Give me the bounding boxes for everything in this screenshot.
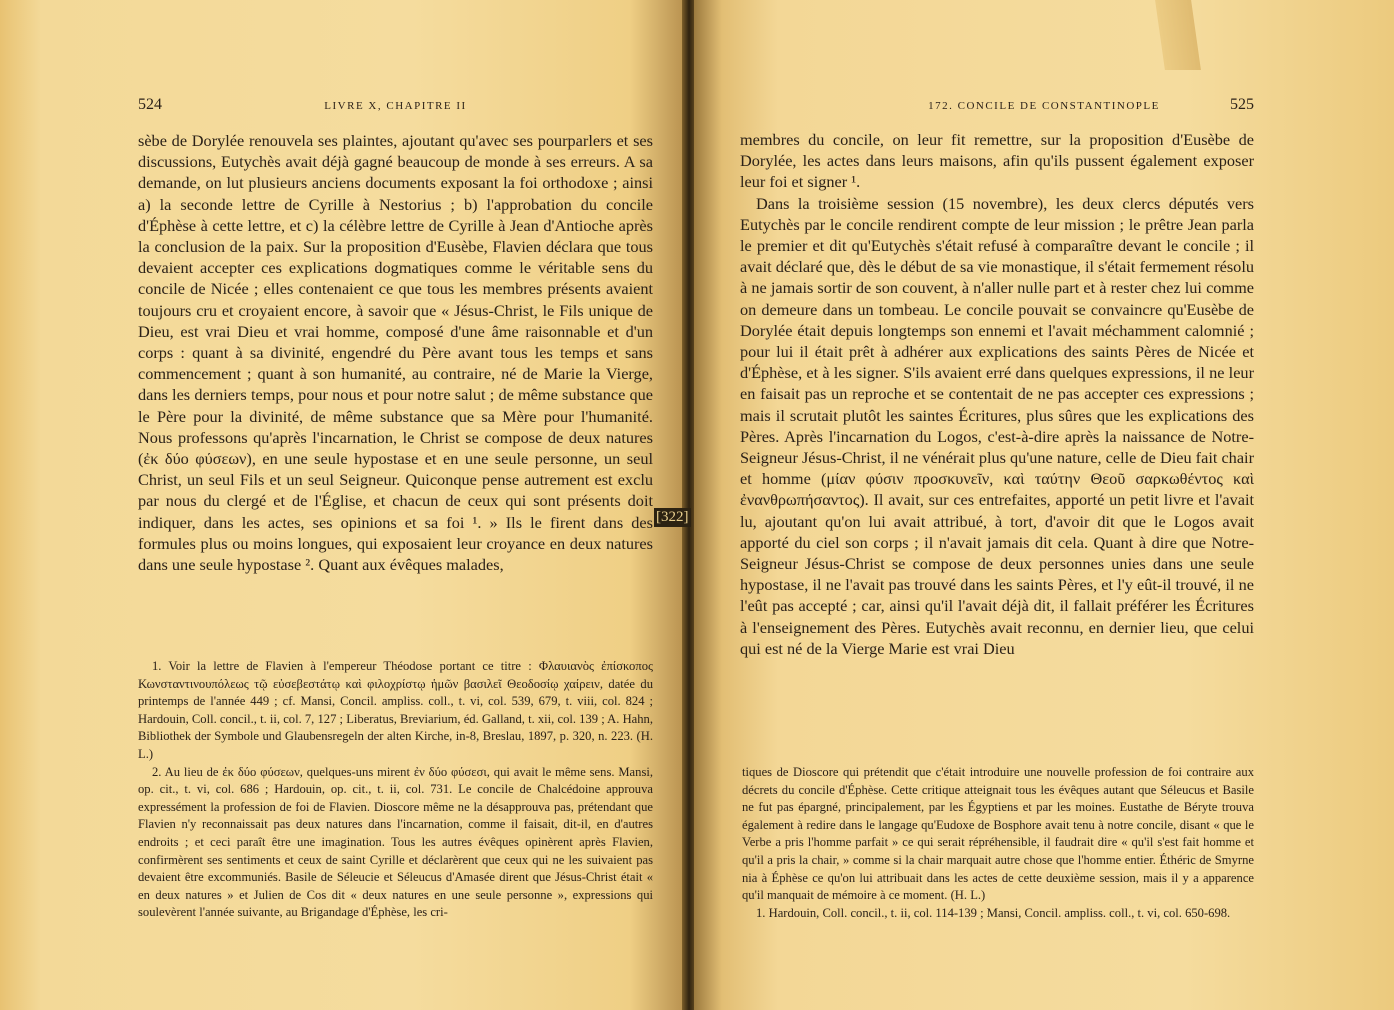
page-number: 525 (1229, 96, 1254, 113)
page-number: 524 (138, 96, 162, 113)
footnote-1: 1. Hardouin, Coll. concil., t. ii, col. 114-139 ; Mansi, Concil. ampliss. coll., t. vi, col. 650-698. (756, 905, 1231, 920)
left-page-header (138, 96, 653, 120)
right-page-header (834, 96, 1254, 120)
footnotes (138, 658, 653, 922)
footnote-1: 1. Voir la lettre de Flavien à l'empereur Théodose portant ce titre : Φλαυιανὸς ἐπίσκοπος Κωνσταντινουπόλεως τῷ εὐσεβεστάτῳ καὶ φιλοχρίστῳ ἡμῶν βασιλεῖ Θεοδοσίῳ χαίρειν, datée du printemps de l'année 449 ; cf. Mansi, Concil. ampliss. coll., t. vi, col. 539, 679, t. viii, col. 824 ; Hardouin, Coll. concil., t. ii, col. 7, 127 ; Liberatus, Breviarium, éd. Galland, t. xii, col. 139 ; A. Hahn, Bibliothek der Symbole und Glaubensregeln der alten Kirche, in-8, Breslau, 1897, p. 320, n. 223. (H. L.) (138, 659, 653, 761)
footnotes (742, 764, 1254, 922)
footnote-continuation: tiques de Dioscore qui prétendit que c'était introduire une nouvelle profession de foi contraire aux décrets du concile d'Éphèse. Cette critique atteignait tous les évêques autant que Séleucus et Basile ne fut pas épargné, principalement, par les Égyptiens et par les moines. Eustathe de Béryte trouva également à redire dans le langage qu'Eudoxe de Bosphore avait tenu à notre concile, disant « que le Verbe a pris l'homme parfait » ce qui serait répréhensible, il faudrait dire « qu'il s'est fait homme et qu'il a pris la chair, » comme si la chair marquait autre chose que l'homme entier. Éthéric de Smyrne nia à Éphèse ce qu'on lui attribuait dans les actes de cette deuxième session, mais il y a apparence qu'il manquait de mémoire à ce moment. (H. L.) (742, 765, 1254, 903)
margin-page-reference: [322] (656, 509, 689, 525)
paragraph: Dans la troisième session (15 novembre), les deux clercs députés vers Eutychès par le concile rendirent compte de leur mission ; le prêtre Jean parla le premier et dit qu'Eutychès s'était refusé à comparaître devant le concile ; il avait déclaré que, dès le début de sa vie monastique, il s'était fermement résolu à ne jamais sortir de son couvent, à n'aller nulle part et à rester chez lui comme on demeure dans un tombeau. Le concile pouvait se convaincre qu'Eusèbe de Dorylée était depuis longtemps son ennemi et l'avait méchamment calomnié ; pour lui il était prêt à adhérer aux explications des saints Pères de Nicée et d'Éphèse, et à les signer. S'ils avaient erré dans quelques expressions, il ne leur en faisait pas un reproche et se contentait de ne pas accepter ces expressions ; mais il scrutait plutôt les saintes Écritures, plus sûres que les explications des Pères. Après l'incarnation du Logos, c'est-à-dire après la naissance de Notre-Seigneur Jésus-Christ, il ne vénérait plus qu'une nature, celle de Dieu fait chair et homme (μίαν φύσιν προσκυνεῖν, καὶ ταύτην Θεοῦ σαρκωθέντος καὶ ἐνανθρωπήσαντος). Il avait, sur ces entrefaites, apporté un petit livre et l'avait lu, ajoutant qu'on lui avait attribué, à tort, d'avoir dit que le Logos avait apporté du ciel son corps ; il n'avait jamais dit cela. Quant à dire que Notre-Seigneur Jésus-Christ se compose de deux personnes unies dans une seule hypostase, il ne l'avait pas trouvé dans les saints Pères, et l'y eût-il trouvé, il ne l'eût pas accepté ; car, ainsi qu'il l'avait déjà dit, il fallait préférer les Écritures à l'enseignement des Pères. Eutychès avait reconnu, en dernier lieu, que celui qui est né de la Vierge Marie est vrai Dieu (740, 193, 1254, 658)
main-text: sèbe de Dorylée renouvela ses plaintes, ajoutant qu'avec ses pourparlers et ses discussions, Eutychès avait déjà gagné beaucoup de monde à ses erreurs. A sa demande, on lut plusieurs anciens documents exposant la foi orthodoxe ; ainsi a) la seconde lettre de Cyrille à Nestorius ; b) l'approbation du concile d'Éphèse à cette lettre, et c) la célèbre lettre de Cyrille à Jean d'Antioche après la conclusion de la paix. Sur la proposition d'Eusèbe, Flavien déclara que tous devaient accepter ces explications dogmatiques comme le véritable sens du concile de Nicée ; elles contenaient ce que tous les membres présents avaient toujours cru et croyaient encore, à savoir que « Jésus-Christ, le Fils unique de Dieu, est vrai Dieu et vrai homme, composé d'une âme raisonnable et d'un corps : quant à sa divinité, engendré du Père avant tous les temps et sans commencement ; quant à son humanité, au contraire, né de Marie la Vierge, dans les derniers temps, pour nous et pour notre salut ; de même substance que le Père pour la divinité, de même substance que sa Mère pour l'humanité. Nous professons qu'après l'incarnation, le Christ se compose de deux natures (ἐκ δύο φύσεων), en une seule hypostase et en une seule personne, un seul Christ, un seul Fils et un seul Seigneur. Quiconque pense autrement est exclu par nous du clergé et de l'Église, et chacun de ceux qui sont présents doit indiquer, dans les actes, ses opinions et sa foi ¹. » Ils le firent dans des formules plus ou moins longues, qui exposaient leur croyance en deux natures dans une seule hypostase ². Quant aux évêques malades, (138, 131, 653, 575)
footnote-2: 2. Au lieu de ἐκ δύο φύσεων, quelques-uns mirent ἐν δύο φύσεσι, qui avait le même sens. Mansi, op. cit., t. vi, col. 686 ; Hardouin, op. cit., t. ii, col. 731. Le concile de Chalcédoine approuva expressément la profession de foi de Flavien. Dioscore même ne la désapprouva pas, prétendant que Flavien n'y reconnaissait pas deux natures dans l'incarnation, comme il faisait, dit-il, en d'autres endroits ; et ceci paraît être une imagination. Tous les autres évêques opinèrent après Flavien, confirmèrent ses sentiments et ceux de saint Cyrille et déclarèrent que ceux qui ne les suivaient pas devaient être excommuniés. Basile de Séleucie et Séleucus d'Amasée dirent que Jésus-Christ était « en deux natures » et Julien de Cos dit « deux natures en une seule personne », expressions qui soulevèrent l'année suivante, au Brigandage d'Éphèse, les cri- (138, 764, 653, 920)
main-text (740, 129, 1254, 659)
running-head: 172. CONCILE DE CONSTANTINOPLE (928, 100, 1160, 112)
running-head: LIVRE X, CHAPITRE II (324, 100, 467, 112)
paragraph: membres du concile, on leur fit remettre, sur la proposition d'Eusèbe de Dorylée, les actes dans leurs maisons, afin qu'ils pussent également exposer leur foi et signer ¹. (740, 130, 1254, 192)
right-page (694, 0, 1394, 1010)
left-page (0, 0, 684, 1010)
